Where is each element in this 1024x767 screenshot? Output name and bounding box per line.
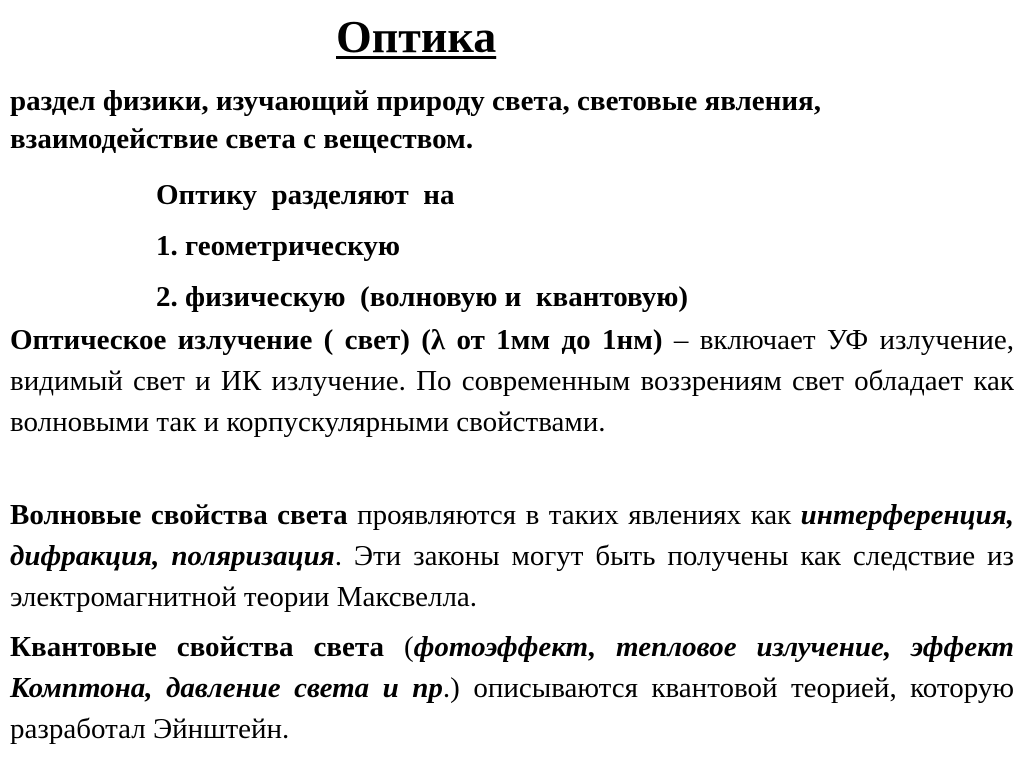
optical-radiation-term: Оптическое излучение ( свет)	[10, 324, 410, 356]
wave-properties-term: Волновые свойства света	[10, 499, 348, 531]
quantum-properties-text: .) описываются квантовой теорией, которую разработал Эйнштейн.	[10, 672, 1014, 745]
quantum-phenomena: фотоэффект, тепловое излучение, эффект Комптона, давление света и пр	[10, 631, 1014, 704]
wave-properties-text-2: . Эти законы могут быть получены как следствие из электромагнитной теории Максвелла.	[10, 540, 1014, 613]
definition: раздел физики, изучающий природу света, световые явления, взаимодействие света с веществом.	[10, 85, 821, 155]
optical-radiation-paragraph	[10, 320, 1014, 443]
wavelength-range: (λ от 1мм до 1нм)	[421, 324, 663, 356]
quantum-open-paren: (	[384, 631, 414, 663]
quantum-properties-term: Квантовые свойства света	[10, 631, 384, 663]
optical-radiation-text: – включает УФ излучение, видимый свет и ИК излучение. По современным воззрениям свет обладает как волновыми так и корпускулярными свойствами.	[10, 324, 1015, 438]
division-item-geometric: 1. геометрическую	[156, 230, 401, 262]
wave-properties-text-1: проявляются в таких явлениях как	[347, 499, 801, 531]
quantum-properties-paragraph	[10, 627, 1014, 750]
division-item-physical: 2. физическую (волновую и квантовую)	[156, 281, 689, 313]
divisions-list	[156, 175, 1016, 328]
divisions-intro: Оптику разделяют на	[156, 179, 455, 211]
wave-properties-paragraph	[10, 495, 1014, 618]
wave-phenomena: интерференция, дифракция, поляризация	[10, 499, 1014, 572]
page-title: Оптика	[336, 11, 497, 62]
